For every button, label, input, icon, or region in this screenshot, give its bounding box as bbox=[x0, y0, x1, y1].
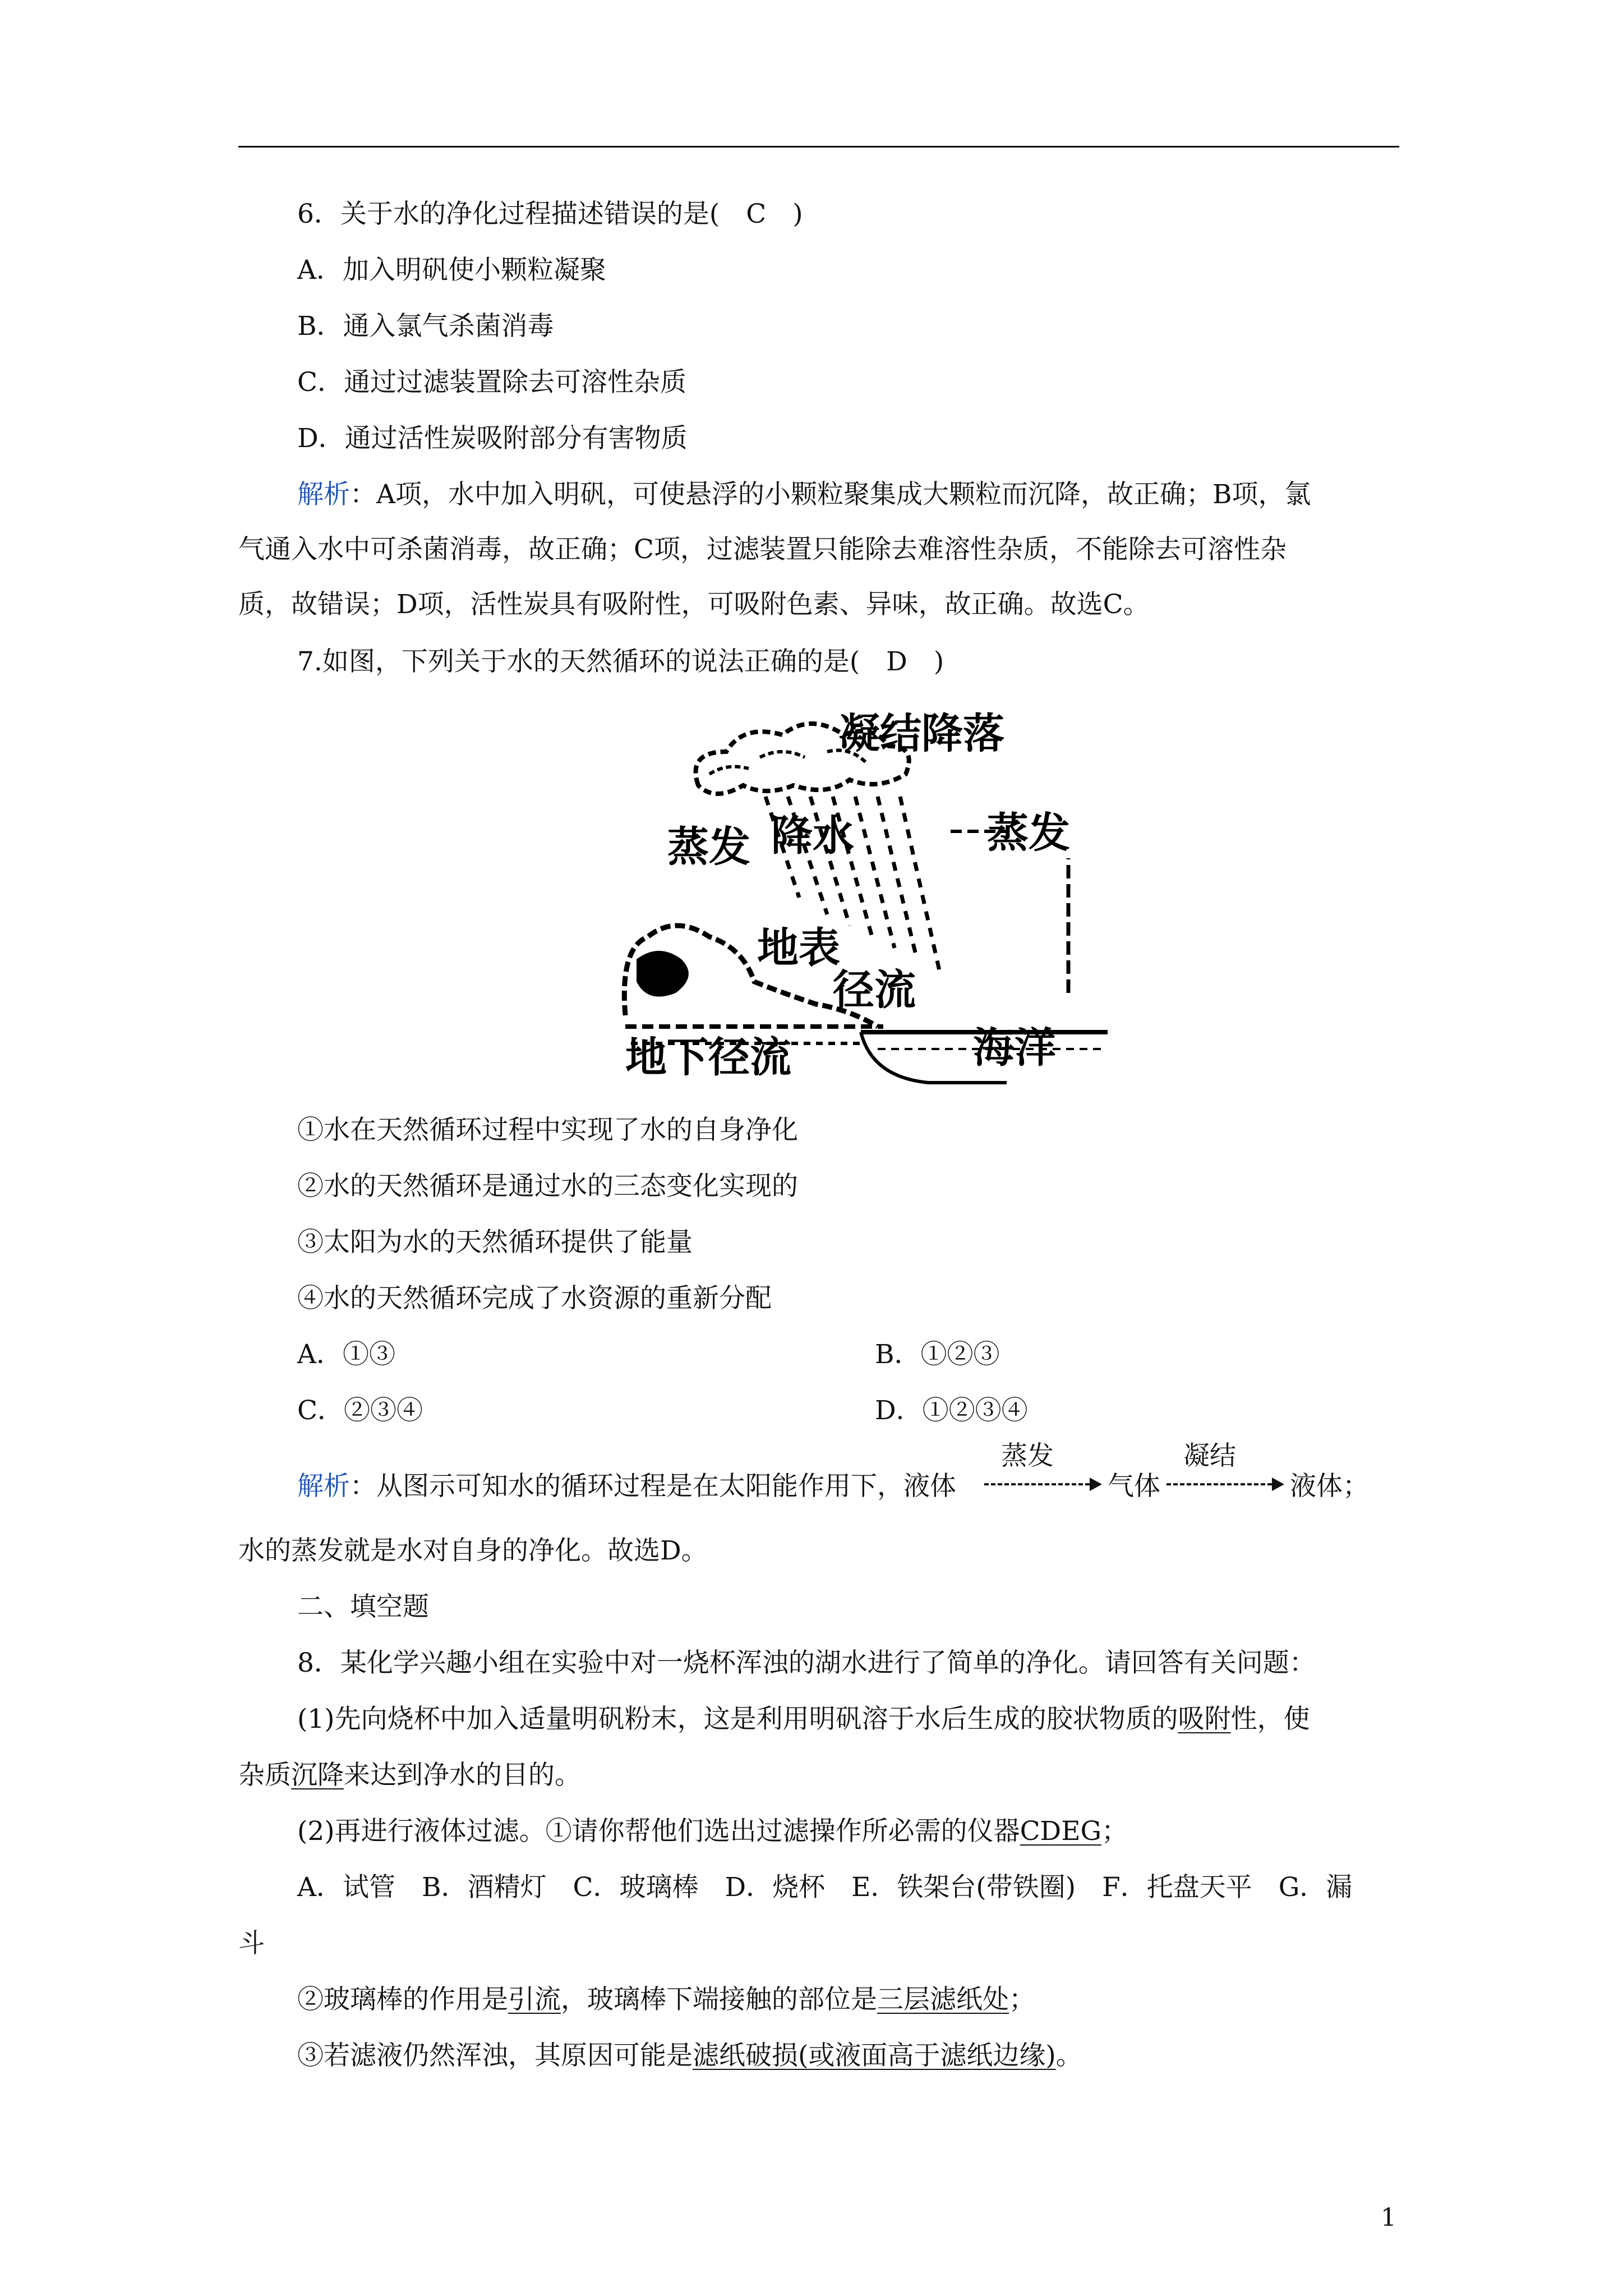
q6-option-d: D．通过活性炭吸附部分有害物质 bbox=[297, 423, 688, 454]
q7-analysis-liquid: 液体； bbox=[1290, 1471, 1369, 1502]
q7-analysis-label: 解析 bbox=[297, 1471, 350, 1502]
q8-instrument-list-cont: 斗 bbox=[238, 1928, 265, 1959]
q8-part2: (2)再进行液体过滤。①请你帮他们选出过滤操作所必需的仪器CDEG； bbox=[297, 1816, 1128, 1847]
figure-label-ocean: 海洋 bbox=[973, 1024, 1056, 1072]
header-rule bbox=[238, 146, 1399, 148]
water-cycle-figure bbox=[614, 712, 1124, 1094]
q6-option-c: C．通过过滤装置除去可溶性杂质 bbox=[297, 367, 686, 398]
q7-option-c: C．②③④ bbox=[297, 1395, 423, 1426]
q7-option-a: A．①③ bbox=[297, 1339, 395, 1370]
q8-instrument-list: A．试管 B．酒精灯 C．玻璃棒 D．烧杯 E．铁架台(带铁圈) F．托盘天平 G．漏 bbox=[297, 1872, 1353, 1903]
q6-analysis-line-3: 质，故错误；D项，活性炭具有吸附性，可吸附色素、异味，故正确。故选C。 bbox=[238, 589, 1150, 620]
section-fill-in-blank: 二、填空题 bbox=[297, 1591, 429, 1622]
q7-statement-4: ④水的天然循环完成了水资源的重新分配 bbox=[297, 1283, 772, 1314]
page-number: 1 bbox=[1381, 2203, 1396, 2232]
q7-option-d: D．①②③④ bbox=[875, 1395, 1028, 1426]
figure-label-evaporation-right: 蒸发 bbox=[987, 809, 1070, 857]
q8-part3: ②玻璃棒的作用是引流，玻璃棒下端接触的部位是三层滤纸处； bbox=[297, 1984, 1035, 2015]
q7-stem: 7.如图，下列关于水的天然循环的说法正确的是( D ) bbox=[297, 646, 944, 677]
q7-option-b: B．①②③ bbox=[875, 1339, 1000, 1370]
answer-drain: 引流 bbox=[508, 1984, 561, 2015]
answer-three-layer: 三层滤纸处 bbox=[877, 1984, 1009, 2015]
condense-arrow-label: 凝结 bbox=[1183, 1441, 1236, 1471]
q7-analysis-gas: 气体 bbox=[1108, 1471, 1160, 1502]
q7-statement-2: ②水的天然循环是通过水的三态变化实现的 bbox=[297, 1171, 798, 1202]
q6-analysis-line-2: 气通入水中可杀菌消毒，故正确；C项，过滤装置只能除去难溶性杂质，不能除去可溶性杂 bbox=[238, 534, 1287, 565]
q7-statement-3: ③太阳为水的天然循环提供了能量 bbox=[297, 1227, 693, 1258]
q7-analysis-line-1: 解析：从图示可知水的循环过程是在太阳能作用下，液体 bbox=[297, 1471, 956, 1502]
q7-statement-1: ①水在天然循环过程中实现了水的自身净化 bbox=[297, 1115, 798, 1145]
answer-instruments: CDEG bbox=[1020, 1816, 1102, 1847]
figure-label-runoff: 径流 bbox=[833, 966, 916, 1014]
q8-stem: 8．某化学兴趣小组在实验中对一烧杯浑浊的湖水进行了简单的净化。请回答有关问题： bbox=[297, 1648, 1316, 1678]
figure-label-evaporation-left: 蒸发 bbox=[667, 823, 750, 871]
figure-label-precipitation: 降水 bbox=[771, 812, 854, 860]
q6-stem: 6．关于水的净化过程描述错误的是( C ) bbox=[297, 199, 803, 229]
q7-analysis-line-2: 水的蒸发就是水对自身的净化。故选D。 bbox=[238, 1535, 708, 1566]
answer-adsorption: 吸附 bbox=[1178, 1704, 1231, 1734]
q6-analysis-label: 解析 bbox=[297, 479, 350, 510]
evaporate-arrow-label: 蒸发 bbox=[1001, 1441, 1054, 1471]
q8-part1-line1: (1)先向烧杯中加入适量明矾粉末，这是利用明矾溶于水后生成的胶状物质的吸附性，使 bbox=[297, 1704, 1310, 1734]
q6-analysis-line-1: 解析：A项，水中加入明矾，可使悬浮的小颗粒聚集成大颗粒而沉降，故正确；B项，氯 bbox=[297, 479, 1311, 510]
figure-label-groundwater: 地下径流 bbox=[625, 1033, 791, 1082]
answer-paper-broken: 滤纸破损(或液面高于滤纸边缘) bbox=[693, 2040, 1056, 2071]
figure-label-surface: 地表 bbox=[757, 924, 840, 972]
q8-part1-line2: 杂质沉降来达到净水的目的。 bbox=[238, 1760, 581, 1791]
answer-settle: 沉降 bbox=[291, 1760, 344, 1791]
figure-label-condense: 凝结降落 bbox=[838, 710, 1004, 758]
q8-part4: ③若滤液仍然浑浊，其原因可能是滤纸破损(或液面高于滤纸边缘)。 bbox=[297, 2040, 1082, 2071]
q6-option-b: B．通入氯气杀菌消毒 bbox=[297, 311, 554, 342]
q6-option-a: A．加入明矾使小颗粒凝聚 bbox=[297, 255, 606, 286]
